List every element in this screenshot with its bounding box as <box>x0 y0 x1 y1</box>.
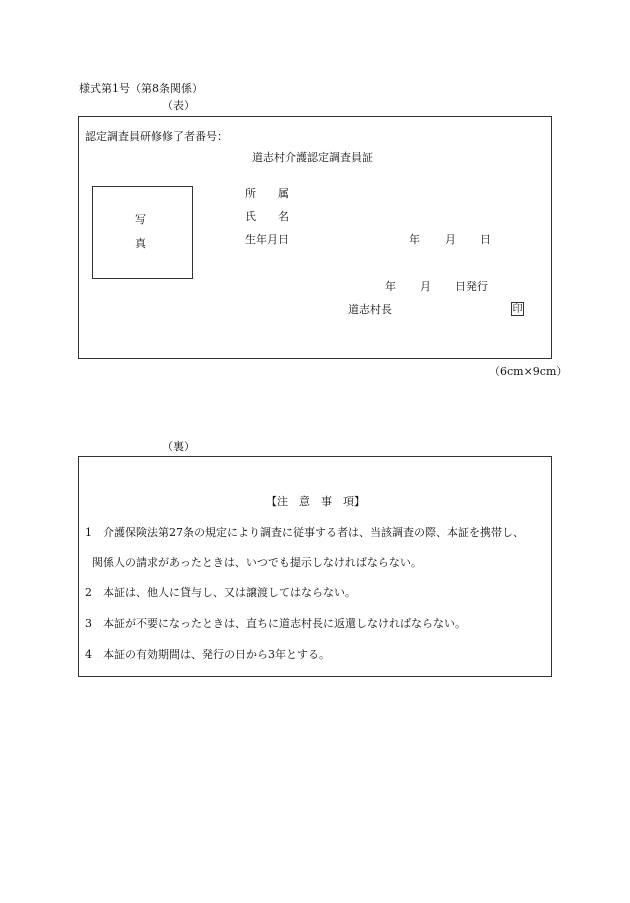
notice-item-num: 2 <box>85 586 92 599</box>
issuer-label: 道志村長 <box>348 303 392 316</box>
notice-item-text: 本証の有効期間は、発行の日から3年とする。 <box>103 648 330 661</box>
issue-year-label: 年 <box>385 280 396 293</box>
notice-item-num: 3 <box>85 617 92 630</box>
seal-stamp: 印 <box>512 304 523 315</box>
issue-day-label: 日発行 <box>455 280 488 293</box>
notice-item-text: 関係人の請求があったときは、いつでも提示しなければならない。 <box>92 556 422 569</box>
cert-number-label: 認定調査員研修修了者番号： <box>85 130 228 143</box>
birth-month-label: 月 <box>445 233 456 246</box>
birthdate-label: 生年月日 <box>245 233 289 246</box>
notice-item-num: 4 <box>85 648 92 661</box>
name-label: 氏 名 <box>245 210 289 223</box>
card-title: 道志村介護認定調査員証 <box>252 151 373 164</box>
front-side-label: （表） <box>162 99 195 112</box>
notice-heading: 【注 意 事 項】 <box>266 495 365 508</box>
photo-char-1: 写 <box>135 213 146 226</box>
notice-item-num: 1 <box>85 526 92 539</box>
size-note: （6cm×9cm） <box>489 365 568 378</box>
notice-item-text: 本証が不要になったときは、直ちに道志村長に返還しなければならない。 <box>103 617 466 630</box>
form-id: 様式第1号（第8条関係） <box>79 82 203 95</box>
photo-char-2: 真 <box>135 237 146 250</box>
photo-box <box>92 186 193 279</box>
notice-item-text: 本証は、他人に貸与し、又は譲渡してはならない。 <box>103 586 356 599</box>
issue-month-label: 月 <box>420 280 431 293</box>
affiliation-label: 所 属 <box>245 187 289 200</box>
birth-day-label: 日 <box>480 233 491 246</box>
birth-year-label: 年 <box>409 233 420 246</box>
notice-item-text: 介護保険法第27条の規定により調査に従事する者は、当該調査の際、本証を携帯し、 <box>103 526 524 539</box>
back-side-label: （裏） <box>162 440 195 453</box>
